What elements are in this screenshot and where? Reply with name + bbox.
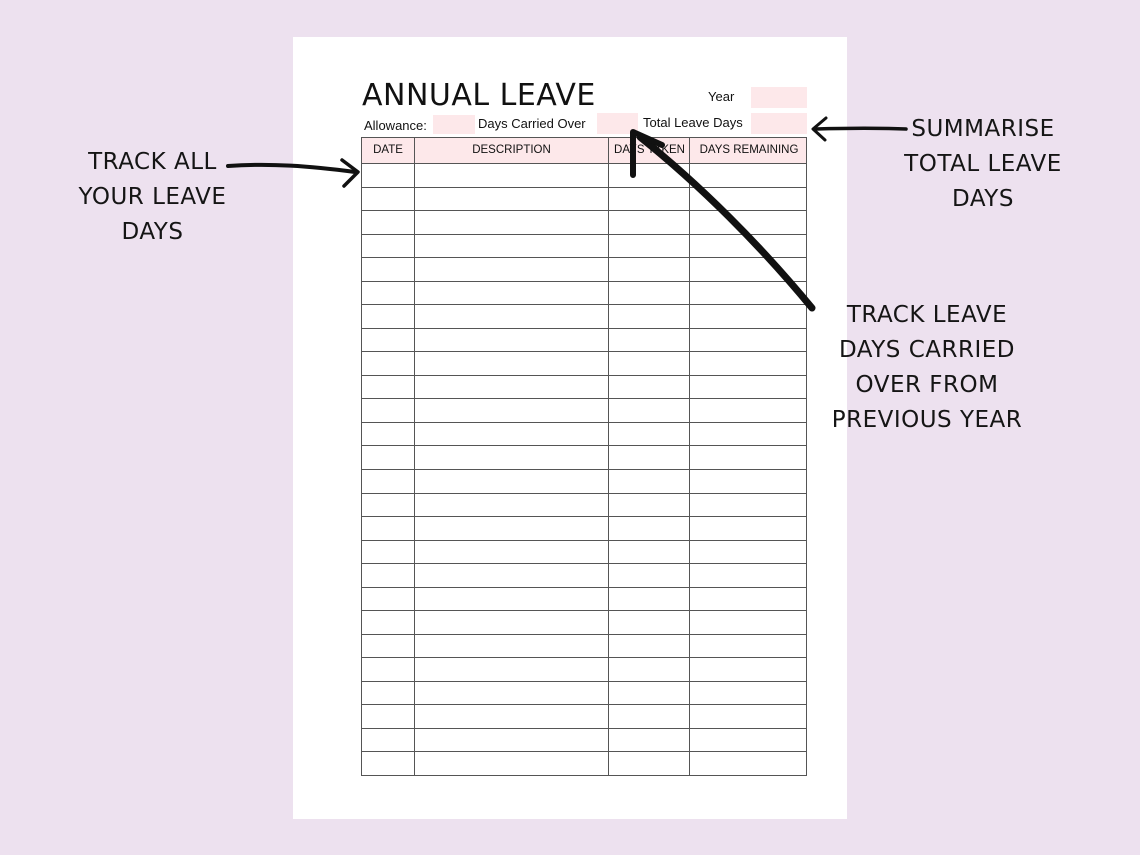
table-row [362,422,806,423]
table-row [362,187,806,188]
table-row [362,281,806,282]
table-row [362,163,806,164]
callout-line: PREVIOUS YEAR [831,407,1023,433]
table-row [362,328,806,329]
table-row [362,351,806,352]
callout-line: SUMMARISE [911,116,1055,142]
callout-track-all [60,145,245,250]
callout-line: TOTAL LEAVE [904,151,1062,177]
table-row [362,610,806,611]
allowance-field[interactable] [433,115,475,134]
table-row [362,704,806,705]
page-title: ANNUAL LEAVE [362,78,596,113]
table-row [362,234,806,235]
table-row [362,516,806,517]
carried-over-label: Days Carried Over [478,116,586,131]
table-row [362,563,806,564]
table-row [362,634,806,635]
table-row [362,657,806,658]
header-days-remaining: DAYS REMAINING [699,144,799,156]
table-row [362,751,806,752]
total-leave-label: Total Leave Days [643,115,743,130]
table-row [362,540,806,541]
table-row [362,587,806,588]
table-row [362,210,806,211]
table-row [362,469,806,470]
table-row [362,445,806,446]
callout-carried-over [818,298,1036,438]
year-label: Year [708,89,735,104]
header-date: DATE [373,144,403,156]
header-days-taken: DAYS TAKEN [614,144,685,156]
table-row [362,398,806,399]
table-row [362,257,806,258]
table-row [362,728,806,729]
carried-over-field[interactable] [597,113,638,134]
callout-line: OVER FROM [855,372,999,398]
table-header [362,138,806,163]
callout-line: YOUR LEAVE [78,184,227,210]
callout-line: TRACK ALL [88,149,217,175]
table-row [362,681,806,682]
table-row [362,493,806,494]
total-leave-field[interactable] [751,113,807,134]
callout-line: DAYS [121,219,184,245]
table-row [362,304,806,305]
header-description: DESCRIPTION [472,144,551,156]
year-field[interactable] [751,87,807,108]
allowance-label: Allowance: [364,118,427,133]
callout-line: TRACK LEAVE [846,302,1008,328]
callout-summarise [888,112,1078,217]
table-row [362,375,806,376]
callout-line: DAYS [952,186,1014,212]
leave-table [361,137,807,776]
callout-line: DAYS CARRIED [839,337,1015,363]
